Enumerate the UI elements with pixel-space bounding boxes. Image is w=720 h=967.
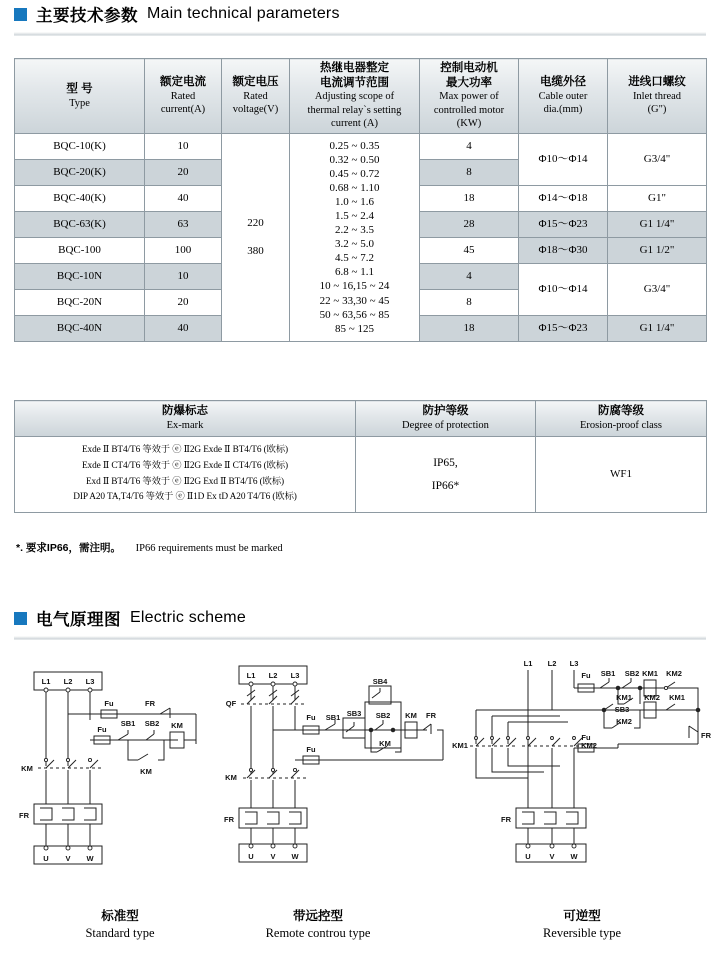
col-header-erosion-proof: 防腐等级 Erosion-proof class <box>536 401 707 437</box>
cell-type: BQC-63(K) <box>15 211 145 237</box>
col-header-degree-protection: 防护等级 Degree of protection <box>356 401 536 437</box>
footnote-cn: *. 要求IP66，需注明。 <box>16 542 122 554</box>
label-km2-main: KM2 <box>581 741 597 750</box>
table-row <box>15 133 707 159</box>
cell-rated-current: 10 <box>145 263 222 289</box>
label-l2: L2 <box>63 677 73 686</box>
label-km-main: KM <box>225 773 237 782</box>
col-header-max-power: 控制电动机 最大功率 Max power of controlled motor (KW) <box>420 59 519 134</box>
label-fu-1: Fu <box>581 671 591 680</box>
cell-cable-dia: Φ10～Φ14 <box>519 263 608 315</box>
label-sb3: SB3 <box>614 705 630 714</box>
col-header-type: 型 号 Type <box>15 59 145 134</box>
diagram-reversible-type <box>448 648 718 918</box>
cell-cable-dia: Φ15～Φ23 <box>519 211 608 237</box>
label-fr-top: FR <box>701 731 711 740</box>
table-row <box>15 437 707 513</box>
section-title-cn: 电气原理图 <box>36 611 121 629</box>
ex-mark-line: Exd Ⅱ BT4/T6 等效于 ⓔ Ⅱ2G Exd Ⅱ BT4/T6 (欧标) <box>85 476 285 487</box>
ex-mark-line: DIP A20 TA,T4/T6 等效于 ⓔ Ⅱ1D Ex tD A20 T4/T6 (欧标) <box>73 492 297 503</box>
label-km-coil: KM <box>405 711 417 720</box>
cell-type: BQC-10(K) <box>15 133 145 159</box>
label-fu-1: Fu <box>104 699 114 708</box>
label-sb2: SB2 <box>624 669 640 678</box>
ex-mark-line: Exde Ⅱ CT4/T6 等效于 ⓔ Ⅱ2G Exde Ⅱ CT4/T6 (欧标) <box>81 460 289 471</box>
label-km-aux: KM <box>140 767 152 776</box>
bullet-square-icon <box>14 8 27 21</box>
label-fu-1: Fu <box>306 713 316 722</box>
label-sb3: SB3 <box>346 709 362 718</box>
label-km2-aux: KM2 <box>644 693 660 702</box>
label-km-aux: KM <box>379 739 391 748</box>
label-v: V <box>270 852 276 861</box>
section-header-scheme <box>0 606 720 630</box>
label-u: U <box>525 852 531 861</box>
section-main-parameters <box>0 2 720 36</box>
cell-degree-protection: IP65, IP66* <box>356 437 536 513</box>
label-km1-aux: KM1 <box>616 693 632 702</box>
section-divider <box>14 636 706 640</box>
cell-max-power: 8 <box>420 159 519 185</box>
diagram-standard-type <box>10 656 220 906</box>
ex-mark-line: Exde Ⅱ BT4/T6 等效于 ⓔ Ⅱ2G Exde Ⅱ BT4/T6 (欧标) <box>81 444 289 455</box>
label-km2-aux2: KM2 <box>616 717 632 726</box>
cell-type: BQC-40N <box>15 315 145 341</box>
label-sb1: SB1 <box>120 719 136 728</box>
bullet-square-icon <box>14 612 27 625</box>
label-sb2: SB2 <box>375 711 391 720</box>
circuit-diagrams <box>0 648 720 958</box>
cell-rated-current: 40 <box>145 185 222 211</box>
label-w: W <box>86 854 94 863</box>
ex-mark-table <box>14 400 707 513</box>
cell-inlet-thread: G3/4" <box>608 263 707 315</box>
cell-max-power: 4 <box>420 263 519 289</box>
label-u: U <box>248 852 254 861</box>
cell-cable-dia: Φ10～Φ14 <box>519 133 608 185</box>
cell-inlet-thread: G1 1/4" <box>608 315 707 341</box>
label-l1: L1 <box>246 671 256 680</box>
label-km-main: KM <box>21 764 33 773</box>
cell-max-power: 4 <box>420 133 519 159</box>
cell-inlet-thread: G1" <box>608 185 707 211</box>
cell-rated-current: 10 <box>145 133 222 159</box>
cell-adjusting-scope: 0.25 ~ 0.35 0.32 ~ 0.50 0.45 ~ 0.72 0.68 ~ 1.10 1.0 ~ 1.6 1.5 ~ 2.4 2.2 ~ 3.5 3.2 ~ 5.0 4.5 ~ 7.2 6.8 ~ 1.1 10 ~ 16,15 ~ 24 22 ~ 33,30 ~ 45 50 ~ 63,56 ~ 85 85 ~ 125 <box>290 133 420 341</box>
col-header-adjusting-scope: 热继电器整定 电流调节范围 Adjusting scope of thermal relay`s setting current (A) <box>290 59 420 134</box>
cell-max-power: 18 <box>420 315 519 341</box>
col-header-rated-current: 额定电流 Rated current(A) <box>145 59 222 134</box>
diagram-remote-control-type <box>215 656 455 906</box>
label-km1-main: KM1 <box>452 741 468 750</box>
col-header-ex-mark: 防爆标志 Ex-mark <box>15 401 356 437</box>
label-fr-top: FR <box>145 699 155 708</box>
section-title-cn: 主要技术参数 <box>36 7 138 25</box>
cell-rated-voltage: 220 380 <box>222 133 290 341</box>
section-electric-scheme <box>0 606 720 640</box>
caption-remote-control-type: 带远控型 Remote controu type <box>265 909 371 940</box>
cell-type: BQC-10N <box>15 263 145 289</box>
label-l1: L1 <box>523 659 533 668</box>
table-header-row <box>15 59 707 134</box>
cell-rated-current: 100 <box>145 237 222 263</box>
label-fr-main: FR <box>501 815 511 824</box>
label-sb1: SB1 <box>325 713 341 722</box>
section-title-en: Electric scheme <box>130 609 246 626</box>
caption-standard-type: 标准型 Standard type <box>85 909 155 940</box>
cell-inlet-thread: G1 1/2" <box>608 237 707 263</box>
label-fr-top: FR <box>426 711 436 720</box>
cell-cable-dia: Φ18～Φ30 <box>519 237 608 263</box>
cell-inlet-thread: G3/4" <box>608 133 707 185</box>
col-header-rated-voltage: 额定电压 Rated voltage(V) <box>222 59 290 134</box>
label-l2: L2 <box>547 659 557 668</box>
section-divider <box>14 32 706 36</box>
cell-cable-dia: Φ15～Φ23 <box>519 315 608 341</box>
cell-inlet-thread: G1 1/4" <box>608 211 707 237</box>
label-v: V <box>549 852 555 861</box>
cell-max-power: 28 <box>420 211 519 237</box>
col-header-cable-dia: 电缆外径 Cable outer dia.(mm) <box>519 59 608 134</box>
label-u: U <box>43 854 49 863</box>
label-w: W <box>291 852 299 861</box>
cell-rated-current: 40 <box>145 315 222 341</box>
label-l3: L3 <box>85 677 95 686</box>
cell-rated-current: 63 <box>145 211 222 237</box>
footnote <box>16 540 283 555</box>
label-qf: QF <box>225 699 237 708</box>
cell-type: BQC-100 <box>15 237 145 263</box>
cell-rated-current: 20 <box>145 289 222 315</box>
label-fu-2: Fu <box>581 733 591 742</box>
col-header-inlet-thread: 进线口螺纹 Inlet thread (G") <box>608 59 707 134</box>
label-fu-2: Fu <box>97 725 107 734</box>
section-title-en: Main technical parameters <box>147 5 340 22</box>
caption-reversible-type: 可逆型 Reversible type <box>542 909 622 940</box>
cell-ex-marks <box>15 437 356 513</box>
cell-erosion-proof: WF1 <box>536 437 707 513</box>
cell-max-power: 45 <box>420 237 519 263</box>
cell-max-power: 18 <box>420 185 519 211</box>
label-l1: L1 <box>41 677 51 686</box>
cell-max-power: 8 <box>420 289 519 315</box>
label-fu-2: Fu <box>306 745 316 754</box>
label-fr-main: FR <box>19 811 29 820</box>
label-sb4: SB4 <box>372 677 388 686</box>
label-km-coil: KM <box>171 721 183 730</box>
cell-type: BQC-40(K) <box>15 185 145 211</box>
label-km1-aux2: KM1 <box>669 693 685 702</box>
label-w: W <box>570 852 578 861</box>
table-header-row <box>15 401 707 437</box>
section-header-params <box>0 2 720 26</box>
cell-rated-current: 20 <box>145 159 222 185</box>
label-sb2: SB2 <box>144 719 160 728</box>
label-km1-coil: KM1 <box>642 669 658 678</box>
label-l3: L3 <box>290 671 300 680</box>
label-sb1: SB1 <box>600 669 616 678</box>
cell-type: BQC-20N <box>15 289 145 315</box>
main-parameters-table <box>14 58 707 342</box>
label-fr-main: FR <box>224 815 234 824</box>
cell-type: BQC-20(K) <box>15 159 145 185</box>
label-l2: L2 <box>268 671 278 680</box>
footnote-en: IP66 requirements must be marked <box>135 543 283 554</box>
label-v: V <box>65 854 71 863</box>
label-l3: L3 <box>569 659 579 668</box>
cell-cable-dia: Φ14～Φ18 <box>519 185 608 211</box>
label-km2-coil: KM2 <box>666 669 682 678</box>
